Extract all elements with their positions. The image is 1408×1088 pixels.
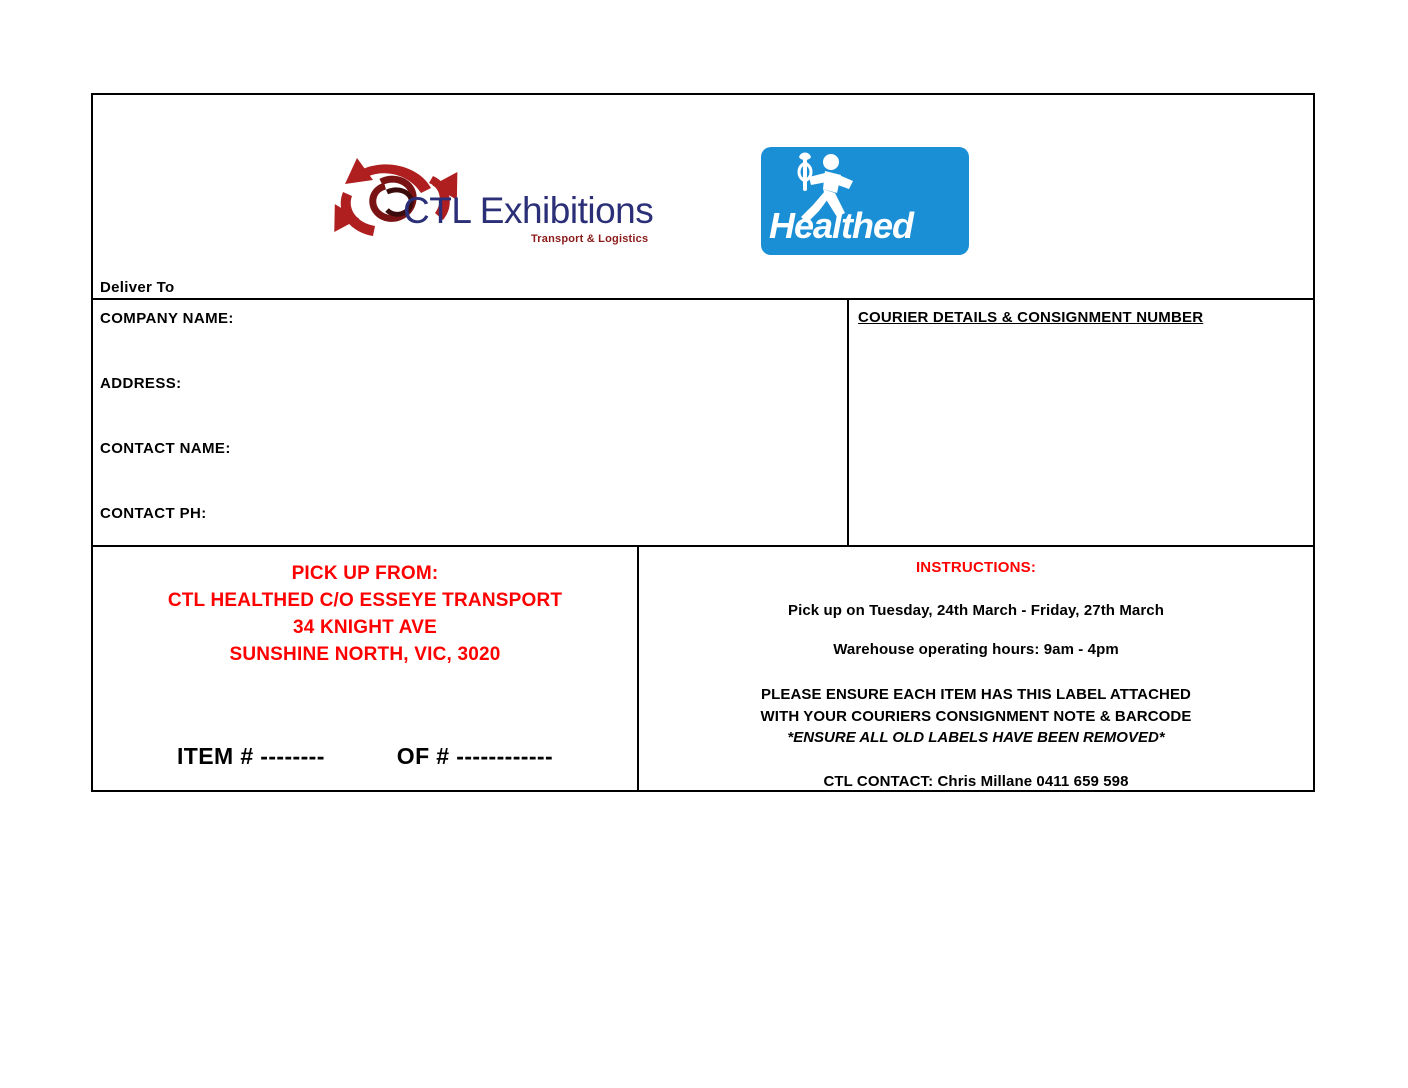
instructions-warehouse-hours: Warehouse operating hours: 9am - 4pm xyxy=(833,640,1119,658)
field-contact-ph: CONTACT PH: xyxy=(100,504,207,522)
instructions-cell xyxy=(639,547,1313,790)
field-contact-name: CONTACT NAME: xyxy=(100,439,231,457)
ctl-tagline: Transport & Logistics xyxy=(531,233,649,245)
ctl-wordmark: CTL Exhibitions xyxy=(403,190,654,231)
item-count-line xyxy=(93,743,637,770)
instructions-notice-line-3: *ENSURE ALL OLD LABELS HAVE BEEN REMOVED* xyxy=(787,729,1165,747)
healthed-logo xyxy=(761,147,969,255)
instructions-title: INSTRUCTIONS: xyxy=(915,558,1037,576)
pickup-line-2: 34 KNIGHT AVE xyxy=(292,616,438,638)
instructions-notice-line-2: WITH YOUR COURIERS CONSIGNMENT NOTE & BARCODE xyxy=(760,707,1192,725)
of-number-field: OF # ------------ xyxy=(396,743,554,769)
shipping-label-sheet xyxy=(91,93,1315,792)
label-header xyxy=(93,95,1313,300)
label-middle-row xyxy=(93,300,1313,547)
courier-details-title: COURIER DETAILS & CONSIGNMENT NUMBER xyxy=(858,308,1204,326)
instructions-notice xyxy=(639,684,1313,749)
field-address: ADDRESS: xyxy=(100,374,182,392)
pickup-line-3: SUNSHINE NORTH, VIC, 3020 xyxy=(229,643,501,665)
field-company-name: COMPANY NAME: xyxy=(100,309,234,327)
deliver-to-fields xyxy=(93,300,849,545)
pickup-heading: PICK UP FROM: xyxy=(291,562,439,584)
instructions-pickup-window: Pick up on Tuesday, 24th March - Friday, 27th March xyxy=(787,601,1165,619)
instructions-contact: CTL CONTACT: Chris Millane 0411 659 598 xyxy=(823,773,1129,790)
pickup-line-1: CTL HEALTHED C/O ESSEYE TRANSPORT xyxy=(167,589,563,611)
deliver-to-label: Deliver To xyxy=(100,278,175,296)
pickup-from-cell xyxy=(93,547,639,790)
healthed-wordmark: Healthed xyxy=(769,205,914,246)
courier-details-cell xyxy=(849,300,1313,545)
label-bottom-row xyxy=(93,547,1313,790)
item-number-field: ITEM # -------- xyxy=(176,743,325,769)
instructions-notice-line-1: PLEASE ENSURE EACH ITEM HAS THIS LABEL ATTACHED xyxy=(760,685,1191,703)
